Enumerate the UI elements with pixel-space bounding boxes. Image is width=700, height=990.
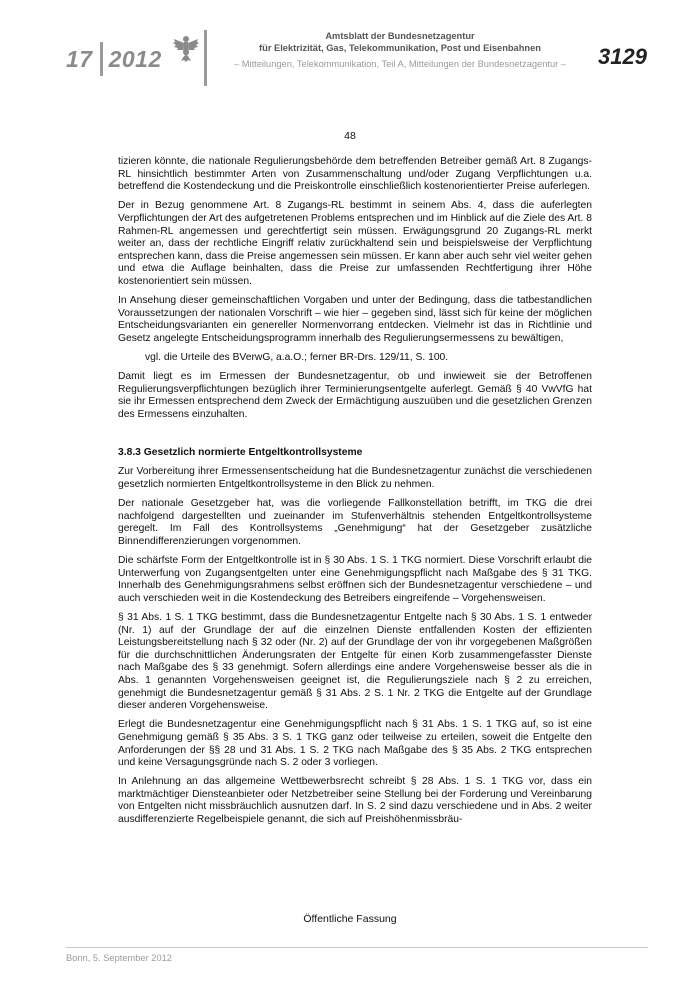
- paragraph: Erlegt die Bundesnetzagentur eine Genehmigungspflicht nach § 31 Abs. 1 S. 1 TKG auf, so ist eine Genehmigung gemäß § 35 Abs. 3 S. 1 TKG ganz oder teilweise zu erteilen, soweit die Entgelte den Anforderungen der §§ 28 und 31 Abs. 1 S. 2 TKG nach Maßgabe des § 35 Abs. 2 TKG entsprechen und keine Versagungsgründe nach S. 2 oder 3 vorliegen.: [118, 719, 592, 769]
- public-version-label: Öffentliche Fassung: [303, 913, 397, 925]
- document-body: [118, 156, 592, 833]
- paragraph: In Ansehung dieser gemeinschaftlichen Vorgaben und unter der Bedingung, dass die tatbestandlichen Voraussetzungen der nationalen Vorschrift – wie hier – gegeben sind, lässt sich für keine der möglichen Entscheidungsvarianten ein genereller Normenvorrang entdecken. Vielmehr ist das in Richtlinie und Gesetz angelegte Entscheidungsprogramm innerhalb des Regulierungsermessens zu bewältigen,: [118, 295, 592, 344]
- issue-label: [66, 42, 162, 76]
- paragraph: § 31 Abs. 1 S. 1 TKG bestimmt, dass die Bundesnetzagentur Entgelte nach § 30 Abs. 1 S. 1 entweder (Nr. 1) auf der Grundlage der auf die einzelnen Dienste entfallenden Kosten der effizienten Leistungsbereitstellung nach § 32 oder (Nr. 2) auf der Grundlage der von ihr vorgegebenen Maßgrößen für die durchschnittlichen Änderungsraten der Entgelte für einen Korb zusammengefasster Dienste nach Maßgabe des § 33 genehmigt. Sofern allerdings eine andere Vorgehensweise besser als die in Abs. 1 genannten Vorgehensweisen geeignet ist, die Regulierungsziele nach § 2 zu erreichen, genehmigt die Bundesnetzagentur gemäß § 31 Abs. 2 S. 1 Nr. 2 TKG die Entgelte auf der Grundlage dieser anderen Vorgehensweise.: [118, 611, 592, 712]
- gazette-subtitle: – Mitteilungen, Telekommunikation, Teil A, Mitteilungen der Bundesnetzagentur –: [234, 59, 566, 69]
- inner-page-number: 48: [344, 130, 356, 142]
- section-heading: 3.8.3 Gesetzlich normierte Entgeltkontrollsysteme: [118, 446, 363, 458]
- header-divider: [204, 30, 207, 86]
- paragraph: In Anlehnung an das allgemeine Wettbewerbsrecht schreibt § 28 Abs. 1 S. 1 TKG vor, dass ein marktmächtiger Diensteanbieter oder Netzbetreiber seine Stellung bei der Forderung und Vereinbarung von Entgelten nicht missbräuchlich ausnutzen darf. In S. 2 sind dazu verschiedene und in Abs. 2 weiter ausdifferenzierte Regelbeispiele genannt, die sich auf Preishöhenmissbräu-: [118, 776, 592, 826]
- paragraph: Der in Bezug genommene Art. 8 Zugangs-RL bestimmt in seinem Abs. 4, dass die auferlegten Verpflichtungen der Art des aufgetretenen Problems entsprechen und im Hinblick auf die Ziele des Art. 8 Rahmen-RL angemessen und gerechtfertigt sein müssen. Erwägungsgrund 20 Zugangs-RL merkt weiter an, dass der rechtliche Eingriff relativ zurückhaltend sein und beispielsweise der Verpflichtung entsprechen kann, dass die Preise angemessen sein müssen. Er kann aber auch sehr viel weiter gehen und etwa die Auflage beinhalten, dass die Preise zur umfassenden Rechtfertigung ihrer Höhe kostenorientiert sein müssen.: [118, 200, 592, 287]
- gazette-title-line2: für Elektrizität, Gas, Telekommunikation, Post und Eisenbahnen: [259, 42, 541, 53]
- gazette-title: [214, 31, 586, 54]
- paragraph: Die schärfste Form der Entgeltkontrolle ist in § 30 Abs. 1 S. 1 TKG normiert. Diese Vorschrift erlaubt die Unterwerfung von Zugangsentgelten unter eine Genehmigungspflicht nach Maßgabe des § 31 TKG. Innerhalb des Genehmigungsrahmens selbst eröffnen sich der Bundesnetzagentur verschiedene – und auch verschieden weit in die Kostendeckung des Betreibers eingreifende – Vorgehensweisen.: [118, 555, 592, 604]
- federal-eagle-icon: [171, 33, 201, 63]
- footer-date: Bonn, 5. September 2012: [66, 953, 172, 963]
- page-number: 3129: [598, 44, 647, 69]
- issue-year: 2012: [108, 45, 162, 72]
- paragraph: tizieren könnte, die nationale Regulierungsbehörde dem betreffenden Betreiber gemäß Art. 8 Zugangs-RL hinsichtlich bestimmter Arten von Zusammenschaltung und/oder Zugang Verpflichtungen u.a. betreffend die Kostendeckung und die Preiskontrolle einschließlich kostenorientierter Preise auferlegen.: [118, 156, 592, 193]
- paragraph: Der nationale Gesetzgeber hat, was die vorliegende Fallkonstellation betrifft, im TKG die drei nachfolgend dargestellten und zueinander im Stufenverhältnis stehenden Entgeltkontrollsysteme geregelt. Im Fall des Kontrollsystems „Genehmigung“ hat der Gesetzgeber zusätzliche Binnendifferenzierungen vorgenommen.: [118, 498, 592, 547]
- footer-divider: [66, 947, 648, 948]
- citation: vgl. die Urteile des BVerwG, a.a.O.; ferner BR-Drs. 129/11, S. 100.: [145, 352, 449, 364]
- issue-number: 17: [66, 45, 93, 72]
- gazette-title-line1: Amtsblatt der Bundesnetzagentur: [325, 31, 475, 41]
- paragraph: Zur Vorbereitung ihrer Ermessensentscheidung hat die Bundesnetzagentur zunächst die verschiedenen gesetzlich normierten Entgeltkontrollsysteme in den Blick zu nehmen.: [118, 466, 592, 490]
- issue-divider: [100, 42, 103, 76]
- paragraph: Damit liegt es im Ermessen der Bundesnetzagentur, ob und inwieweit sie der Betroffenen Regulierungsverpflichtungen bezüglich ihrer Terminierungsentgelte auferlegt. Gemäß § 40 VwVfG hat sie ihr Ermessen entsprechend dem Zweck der Ermächtigung auszuüben und die gesetzlichen Grenzen des Ermessens einzuhalten.: [118, 371, 592, 421]
